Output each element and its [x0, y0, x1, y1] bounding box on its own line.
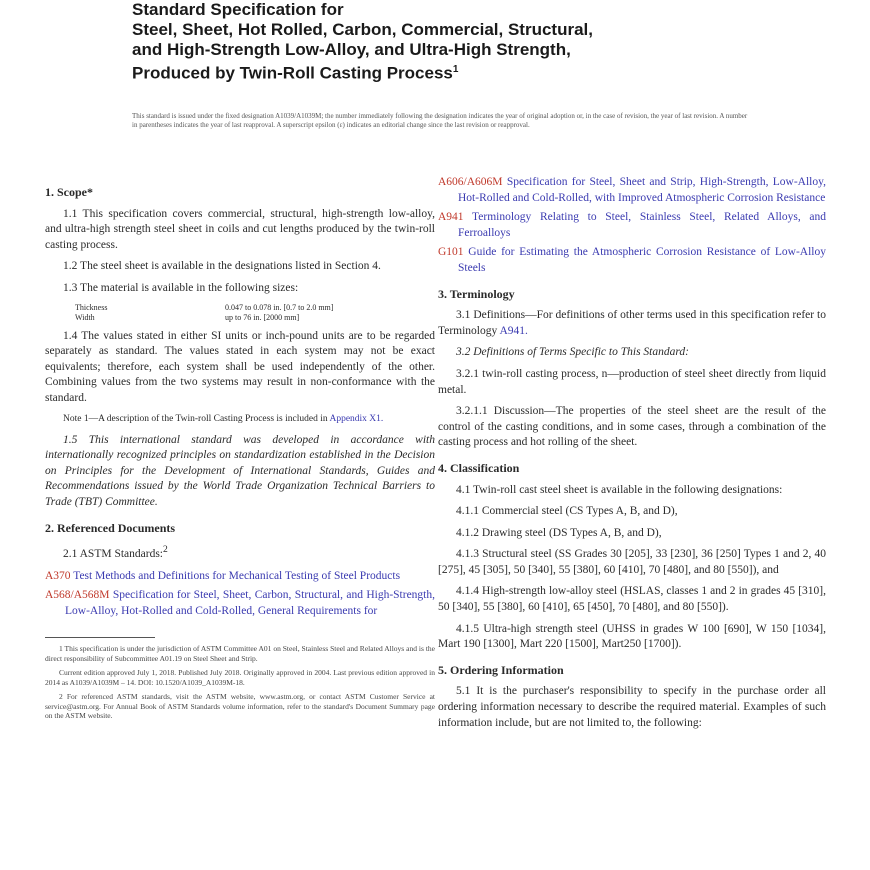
reference-code[interactable]: A941 [438, 211, 464, 224]
size-value: up to 76 in. [2000 mm] [225, 312, 300, 322]
note-1: Note 1—A description of the Twin-roll Casting Process is included in Appendix X1. [63, 413, 384, 424]
reference-title[interactable]: Terminology Relating to Steel, Stainless Steel, Related Alloys, and Ferroalloys [458, 211, 826, 239]
paragraph-2-1: 2.1 ASTM Standards:$^2$ [63, 544, 168, 560]
reference-item[interactable] [438, 210, 826, 241]
reference-code[interactable]: G101 [438, 246, 464, 259]
reference-title[interactable]: Specification for Steel, Sheet, Carbon, Structural, and High-Strength, Low-Alloy, Hot-Rolled and Cold-Rolled, General Requirements for [65, 589, 435, 617]
reference-code[interactable]: A606/A606M [438, 176, 503, 188]
reference-code[interactable]: A568/A568M [45, 589, 110, 602]
section-heading-scope: 1. Scope* [45, 185, 93, 199]
document-title [132, 0, 752, 84]
title-line: and High-Strength Low-Alloy, and Ultra-High Strength, [132, 40, 571, 59]
size-table [75, 303, 435, 323]
title-line: Standard Specification for [132, 0, 344, 19]
designation-notice: This standard is issued under the fixed designation A1039/A1039M; the number immediately following the designation indicates the year of original adoption or, in the case of revision, the year of last revision. A number in parentheses indicates the year of last reapproval. A superscript epsilon (ε) indicates an editorial change since the last revision or reapproval. [132, 112, 748, 129]
section-heading-classification: 4. Classification [438, 460, 520, 475]
section-heading-referenced-documents: 2. Referenced Documents [45, 520, 176, 535]
title-footnote-mark[interactable]: 1 [452, 64, 459, 75]
paragraph-4-1: 4.1 Twin-roll cast steel sheet is available in the following designations: [456, 483, 783, 496]
paragraph-3-1: 3.1 Definitions—For definitions of other terms used in this specification refer to Terminology A941. [438, 309, 826, 337]
right-column [438, 175, 826, 737]
reference-item[interactable] [438, 245, 826, 276]
size-value: 0.047 to 0.078 in. [0.7 to 2.0 mm] [225, 302, 334, 312]
footnote: Current edition approved July 1, 2018. Published July 2018. Originally approved in 2004. Last previous edition approved in 2014 as A1039/A1039M – 14. DOI: 10.1520/A1039_A1039M-18. [45, 668, 435, 687]
reference-item[interactable] [45, 569, 435, 585]
paragraph-1-5: 1.5 This international standard was developed in accordance with internationally recognized principles on standardization established in the Decision on Principles for the Development of International Standards, Guides and Recommendations issued by the World Trade Organization Technical Barriers to Trade (TBT) Committee. [45, 433, 435, 508]
size-label: Width [75, 312, 95, 322]
paragraph-1-1: 1.1 This specification covers commercial, structural, high-strength low-alloy, and ultra-high strength steel sheet in coils and cut lengths produced by the twin-roll casting process. [45, 207, 435, 251]
terminology-link[interactable]: A941. [499, 324, 528, 337]
paragraph-3-2: 3.2 Definitions of Terms Specific to This Standard: [456, 346, 689, 359]
paragraph-4-1-4: 4.1.4 High-strength low-alloy steel (HSLAS, classes 1 and 2 in grades 45 [310], 50 [340], 55 [380], 60 [410], 65 [450], 70 [480], and 80 [550]). [438, 585, 826, 614]
paragraph-4-1-3: 4.1.3 Structural steel (SS Grades 30 [205], 33 [230], 36 [250] Types 1 and 2, 40 [275], 45 [305], 50 [340], 55 [380], 60 [410], 70 [480], and 80 [550]), and [438, 548, 826, 576]
reference-title[interactable]: Test Methods and Definitions for Mechanical Testing of Steel Products [73, 569, 401, 582]
paragraph-1-4: 1.4 The values stated in either SI units or inch-pound units are to be regarded separately as standard. The values stated in each system may not be exact equivalents; therefore, each system shall be used independently of the other. Combining values from the two systems may result in non-conformance with the standard. [45, 329, 435, 404]
reference-item[interactable] [45, 588, 435, 619]
section-heading-terminology: 3. Terminology [438, 286, 515, 301]
reference-code[interactable]: A370 [45, 569, 71, 582]
footnote: 1 This specification is under the jurisdiction of ASTM Committee A01 on Steel, Stainless Steel and Related Alloys and is the direct responsibility of Subcommittee A01.19 on Steel Sheet and Strip. [45, 644, 435, 663]
paragraph-4-1-5: 4.1.5 Ultra-high strength steel (UHSS in grades W 100 [690], W 150 [1034], Mart 190 [1300], Mart 220 [1500], Mart250 [1700]). [438, 622, 826, 651]
footnote: 2 For referenced ASTM standards, visit the ASTM website, www.astm.org, or contact ASTM Customer Service at service@astm.org. For Annual Book of ASTM Standards volume information, refer to the standard's Document Summary page on the ASTM website. [45, 692, 435, 721]
size-label: Thickness [75, 302, 108, 312]
left-column [45, 175, 435, 726]
reference-item[interactable] [438, 175, 826, 206]
appendix-link[interactable]: Appendix X1. [329, 413, 384, 424]
reference-title[interactable]: Guide for Estimating the Atmospheric Corrosion Resistance of Low-Alloy Steels [458, 246, 826, 274]
footnote-divider [45, 637, 155, 638]
reference-title[interactable]: Specification for Steel, Sheet and Strip, High-Strength, Low-Alloy, Hot-Rolled and Cold-Rolled, with Improved Atmospheric Corrosion Resistance [458, 176, 826, 204]
paragraph-3-2-1: 3.2.1 twin-roll casting process, n—production of steel sheet directly from liquid metal. [438, 367, 826, 396]
title-line: Steel, Sheet, Hot Rolled, Carbon, Commercial, Structural, [132, 20, 593, 39]
section-heading-ordering-information: 5. Ordering Information [438, 662, 564, 677]
paragraph-3-2-1-1: 3.2.1.1 Discussion—The properties of the steel sheet are the result of the control of the casting conditions, and in some cases, through a combination of the casting process and hot rolling of the sheet. [438, 405, 826, 449]
paragraph-1-2: 1.2 The steel sheet is available in the designations listed in Section 4. [63, 260, 381, 273]
paragraph-4-1-2: 4.1.2 Drawing steel (DS Types A, B, and D), [456, 526, 662, 539]
paragraph-4-1-1: 4.1.1 Commercial steel (CS Types A, B, and D), [456, 505, 678, 518]
paragraph-5-1: 5.1 It is the purchaser's responsibility to specify in the purchase order all ordering information necessary to describe the required material. Examples of such information include, but are not limited to, the following: [438, 685, 826, 729]
paragraph-1-3: 1.3 The material is available in the following sizes: [63, 281, 299, 294]
title-line: Produced by Twin-Roll Casting Process$^1$ [132, 63, 459, 83]
footnote-mark[interactable]: 2 [163, 544, 168, 556]
